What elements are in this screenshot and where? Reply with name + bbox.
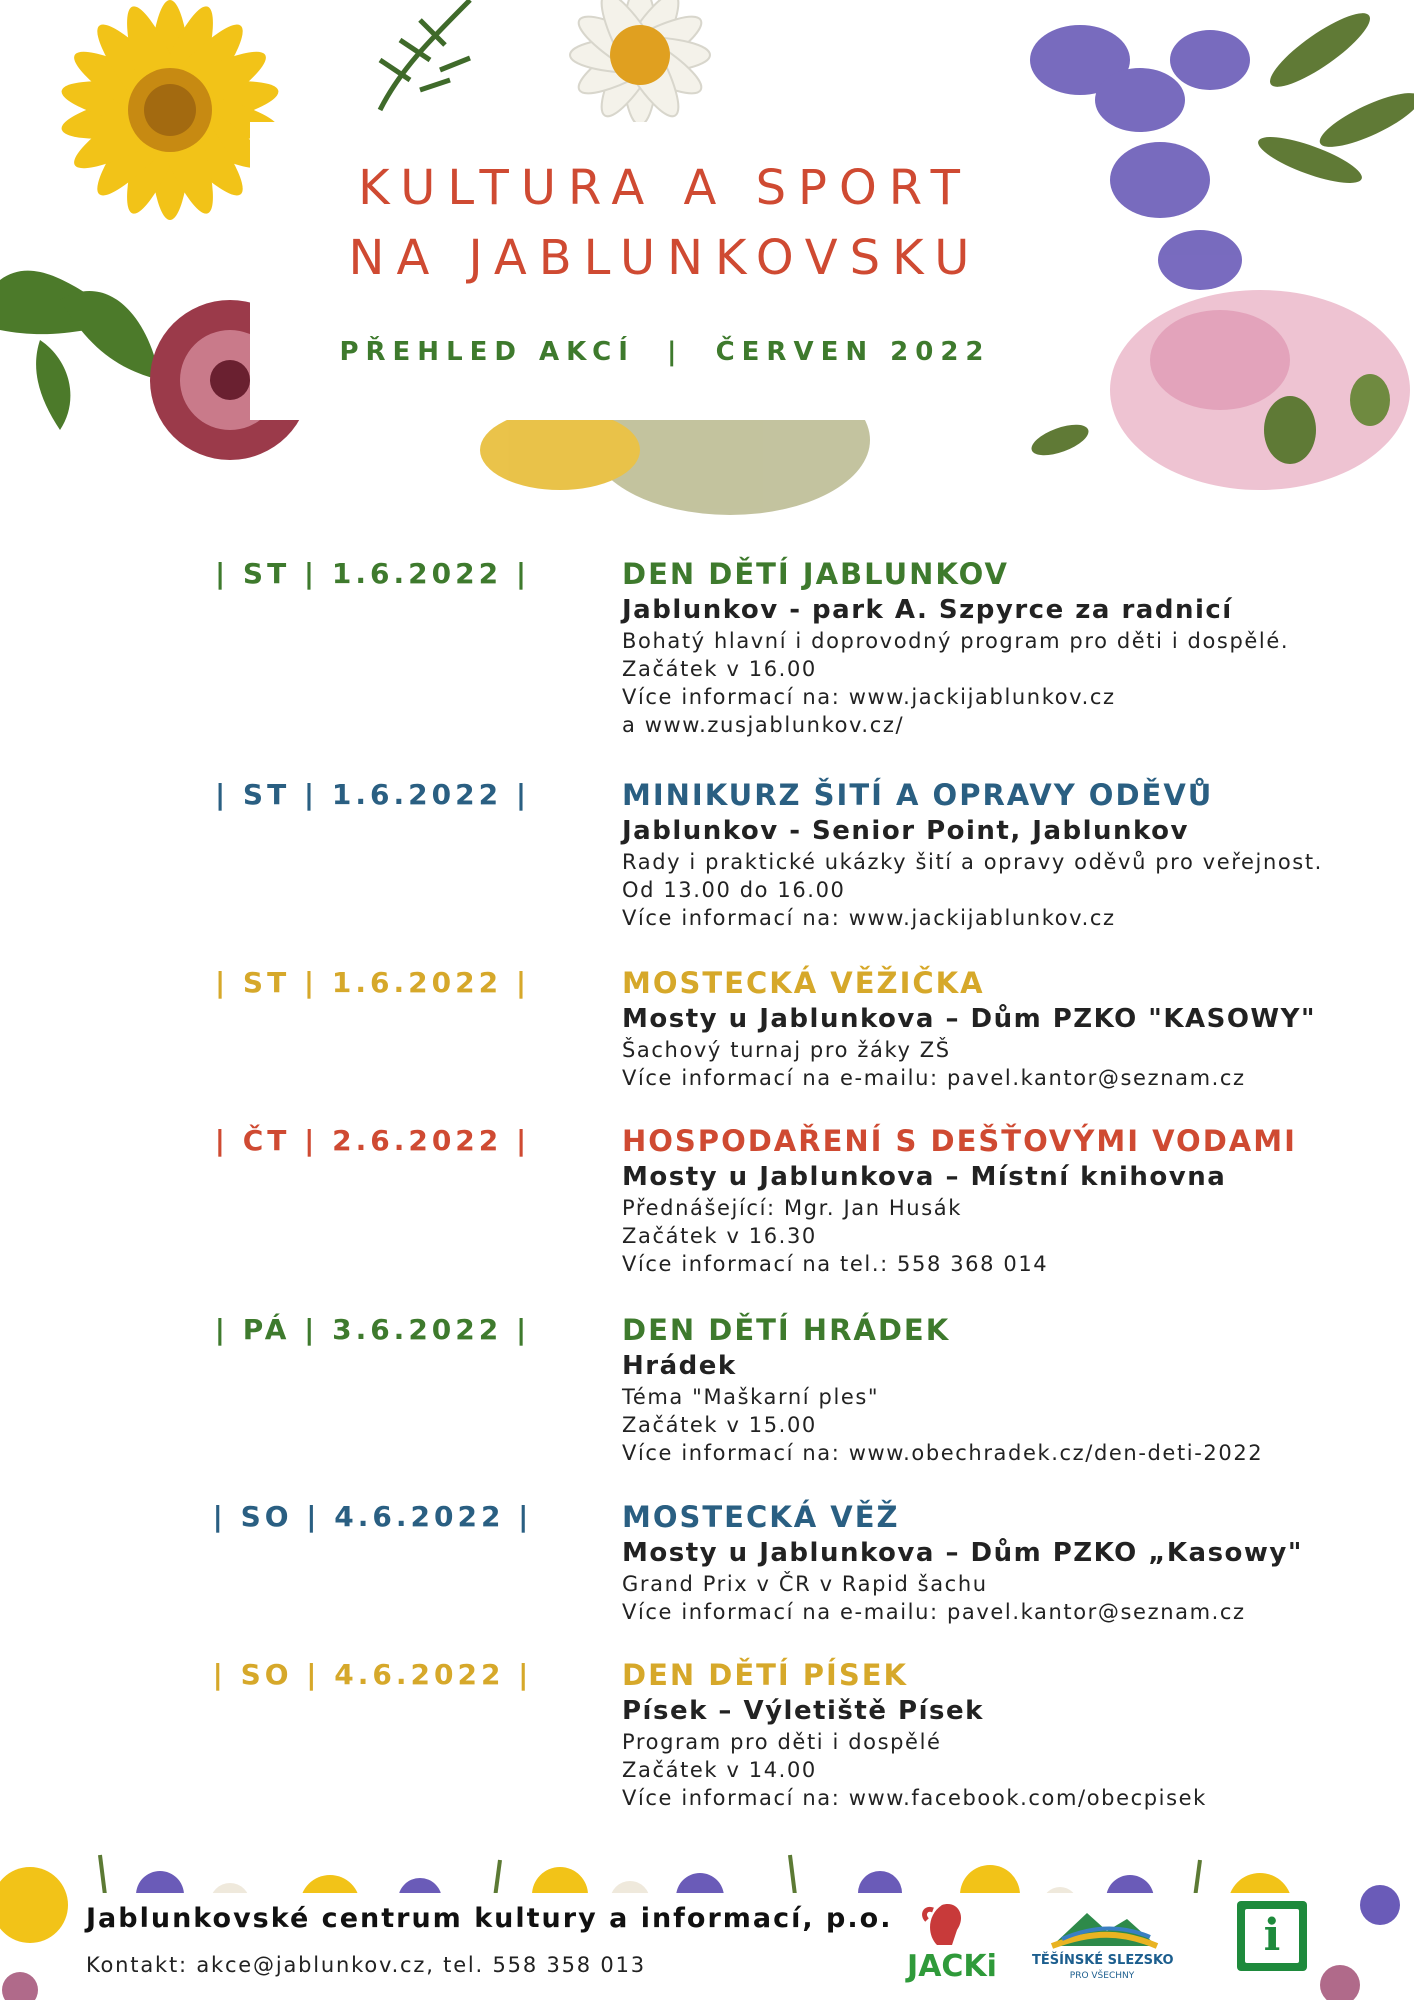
fern-icon [380, 0, 470, 110]
event-detail: Více informací na: www.jackijablunkov.cz [622, 906, 1116, 930]
daisy-icon [570, 0, 710, 125]
footer-panel [72, 1893, 1315, 2000]
event-detail: Více informací na e-mailu: pavel.kantor@seznam.cz [622, 1600, 1246, 1624]
event-date: | SO | 4.6.2022 | [212, 1658, 533, 1691]
jacki-logo-text: JACKi [907, 1949, 997, 1984]
event-title: DEN DĚTÍ PÍSEK [622, 1658, 909, 1692]
jacki-logo-icon [897, 1895, 1007, 1955]
event-detail: Začátek v 16.30 [622, 1224, 817, 1248]
event-detail: Více informací na: www.facebook.com/obecpisek [622, 1786, 1207, 1810]
event-date: | SO | 4.6.2022 | [212, 1500, 533, 1533]
event-detail: Od 13.00 do 16.00 [622, 878, 846, 902]
title-panel [250, 122, 1080, 420]
event-date: | ČT | 2.6.2022 | [214, 1124, 531, 1157]
event-title: MINIKURZ ŠITÍ A OPRAVY ODĚVŮ [622, 778, 1214, 812]
event-detail: Více informací na tel.: 558 368 014 [622, 1252, 1049, 1276]
organization-name: Jablunkovské centrum kultury a informací, p.o. [86, 1903, 893, 1934]
jacki-logo [897, 1895, 1007, 1995]
event-place: Mosty u Jablunkova – Místní knihovna [622, 1162, 1227, 1192]
green-leaf-icon [0, 271, 160, 430]
event-detail: Začátek v 16.00 [622, 657, 817, 681]
event-title: DEN DĚTÍ HRÁDEK [622, 1313, 951, 1347]
event-detail: a www.zusjablunkov.cz/ [622, 713, 905, 737]
event-date: | ST | 1.6.2022 | [214, 557, 531, 590]
event-title: DEN DĚTÍ JABLUNKOV [622, 557, 1009, 591]
event-title: MOSTECKÁ VĚŽ [622, 1500, 900, 1534]
event-detail: Grand Prix v ČR v Rapid šachu [622, 1572, 988, 1596]
event-detail: Více informací na: www.jackijablunkov.cz [622, 685, 1116, 709]
event-detail: Přednášející: Mgr. Jan Husák [622, 1196, 962, 1220]
info-logo-icon [1237, 1901, 1307, 1971]
main-title-line-2: NA JABLUNKOVSKU [348, 230, 982, 286]
tesinske-slezsko-subtext: PRO VŠECHNY [1069, 1971, 1135, 1981]
mountain-logo-icon [1032, 1901, 1172, 1951]
subtitle: PŘEHLED AKCÍ | ČERVEN 2022 [339, 337, 991, 367]
event-place: Jablunkov - park A. Szpyrce za radnicí [622, 595, 1233, 625]
event-place: Hrádek [622, 1351, 737, 1381]
event-detail: Šachový turnaj pro žáky ZŠ [622, 1038, 951, 1062]
event-detail: Začátek v 15.00 [622, 1413, 817, 1437]
event-place: Jablunkov - Senior Point, Jablunkov [622, 816, 1189, 846]
event-detail: Více informací na e-mailu: pavel.kantor@seznam.cz [622, 1066, 1246, 1090]
contact-info: Kontakt: akce@jablunkov.cz, tel. 558 358 013 [86, 1953, 646, 1977]
tesinske-slezsko-logo [1032, 1901, 1172, 1993]
main-title-line-1: KULTURA A SPORT [358, 160, 972, 216]
event-date: | PÁ | 3.6.2022 | [214, 1313, 531, 1346]
event-detail: Začátek v 14.00 [622, 1758, 817, 1782]
event-detail: Více informací na: www.obechradek.cz/den-deti-2022 [622, 1441, 1264, 1465]
event-detail: Téma "Maškarní ples" [622, 1385, 880, 1409]
event-title: HOSPODAŘENÍ S DEŠŤOVÝMI VODAMI [622, 1124, 1297, 1158]
event-title: MOSTECKÁ VĚŽIČKA [622, 966, 985, 1000]
event-detail: Bohatý hlavní i doprovodný program pro děti i dospělé. [622, 629, 1290, 653]
event-place: Mosty u Jablunkova – Dům PZKO „Kasowy" [622, 1538, 1303, 1568]
event-detail: Rady i praktické ukázky šití a opravy oděvů pro veřejnost. [622, 850, 1323, 874]
event-place: Písek – Výletiště Písek [622, 1696, 984, 1726]
yellow-flower-icon [58, 0, 282, 221]
tesinske-slezsko-text: TĚŠÍNSKÉ SLEZSKO [1032, 1953, 1174, 1968]
info-logo-text: i [1245, 1909, 1299, 1963]
pink-rose-icon [1110, 290, 1410, 490]
event-detail: Program pro děti i dospělé [622, 1730, 942, 1754]
event-date: | ST | 1.6.2022 | [214, 966, 531, 999]
event-date: | ST | 1.6.2022 | [214, 778, 531, 811]
event-place: Mosty u Jablunkova – Dům PZKO "KASOWY" [622, 1004, 1316, 1034]
